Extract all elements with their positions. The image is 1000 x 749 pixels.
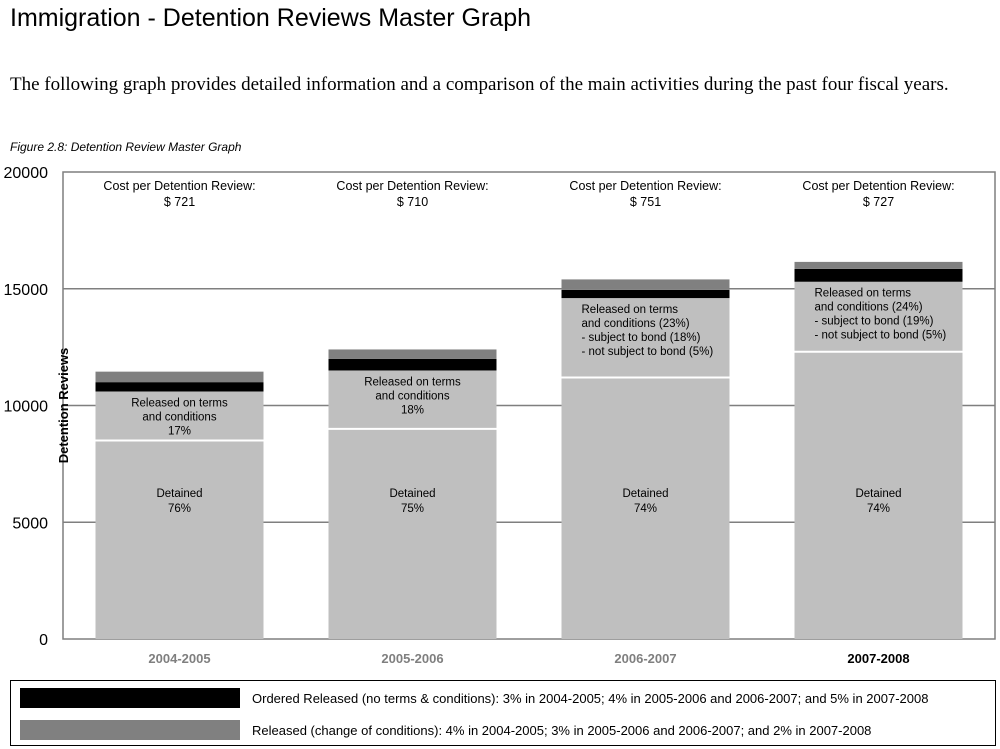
bar-label-released-terms: - subject to bond (19%)	[814, 315, 934, 328]
bar-segment-detained	[96, 441, 264, 639]
figure-caption: Figure 2.8: Detention Review Master Graph	[10, 140, 242, 154]
bar-label-released-terms: 18%	[400, 404, 425, 417]
bar-label-detained: 74%	[633, 503, 658, 515]
legend-text-ordered-released: Ordered Released (no terms & conditions): 3% in 2004-2005; 4% in 2005-2006 and 2006-2007; and 5% in 2007-2008	[252, 690, 929, 706]
bar-segment-ordered_released	[329, 359, 497, 371]
y-tick-label: 0	[39, 632, 48, 649]
x-tick-label: 2005-2006	[381, 651, 444, 666]
legend-text-released-change: Released (change of conditions): 4% in 2004-2005; 3% in 2005-2006 and 2006-2007; and 2% in 2007-2008	[252, 722, 872, 738]
bar-label-released-terms: Released on terms	[814, 287, 912, 300]
y-tick-label: 5000	[12, 515, 48, 533]
bar-label-detained: 74%	[866, 503, 891, 515]
bar-segment-ordered_released	[96, 382, 264, 391]
cost-label: Cost per Detention Review:	[336, 179, 489, 193]
y-axis-label: Detention Reviews	[56, 347, 71, 464]
y-tick-label: 10000	[3, 398, 48, 416]
y-tick-label: 15000	[3, 281, 48, 299]
x-tick-label: 2004-2005	[148, 651, 211, 666]
x-tick-label: 2006-2007	[614, 651, 677, 666]
legend-swatch-released-change	[20, 720, 240, 740]
bar-segment-ordered_released	[562, 290, 730, 298]
cost-value: $ 710	[396, 195, 429, 209]
bar-label-detained: 76%	[167, 503, 192, 515]
bar-segment-ordered_released	[795, 269, 963, 282]
bar-label-released-terms: and conditions (23%)	[581, 318, 690, 331]
legend-item-released-change	[20, 719, 871, 741]
page-title: Immigration - Detention Reviews Master Graph	[10, 4, 532, 32]
bar-label-detained: 75%	[400, 503, 425, 515]
cost-label: Cost per Detention Review:	[103, 179, 256, 193]
bar-segment-released_change	[562, 279, 730, 290]
bar-label-released-terms: Released on terms	[131, 397, 228, 410]
bar-label-released-terms: and conditions	[142, 411, 217, 424]
legend-item-ordered-released	[20, 687, 928, 709]
bar-label-detained: Detained	[855, 488, 902, 500]
bar-label-released-terms: - subject to bond (18%)	[581, 332, 701, 345]
cost-label: Cost per Detention Review:	[802, 179, 955, 193]
bar-label-released-terms: Released on terms	[364, 376, 461, 389]
cost-value: $ 727	[862, 195, 895, 209]
bar-label-released-terms: and conditions (24%)	[814, 301, 923, 314]
bar-label-released-terms: and conditions	[375, 390, 450, 403]
bar-segment-released_change	[329, 349, 497, 358]
bar-segment-released_change	[795, 262, 963, 269]
cost-value: $ 751	[629, 195, 662, 209]
bar-label-released-terms: Released on terms	[581, 304, 679, 317]
cost-label: Cost per Detention Review:	[569, 179, 722, 193]
bar-segment-released_change	[96, 372, 264, 383]
x-tick-label: 2007-2008	[847, 651, 910, 666]
intro-text: The following graph provides detailed information and a comparison of the main activities during the past four fiscal years.	[10, 74, 949, 95]
chart-legend	[10, 680, 996, 746]
bar-label-released-terms: - not subject to bond (5%)	[581, 346, 714, 359]
legend-swatch-ordered-released	[20, 688, 240, 708]
y-tick-label: 20000	[3, 165, 48, 182]
bar-label-detained: Detained	[622, 488, 669, 500]
bar-segment-detained	[329, 429, 497, 639]
bar-label-released-terms: - not subject to bond (5%)	[814, 329, 947, 342]
bar-label-detained: Detained	[389, 488, 436, 500]
cost-value: $ 721	[163, 195, 196, 209]
bar-label-released-terms: 17%	[167, 425, 192, 438]
bar-label-detained: Detained	[156, 488, 203, 500]
